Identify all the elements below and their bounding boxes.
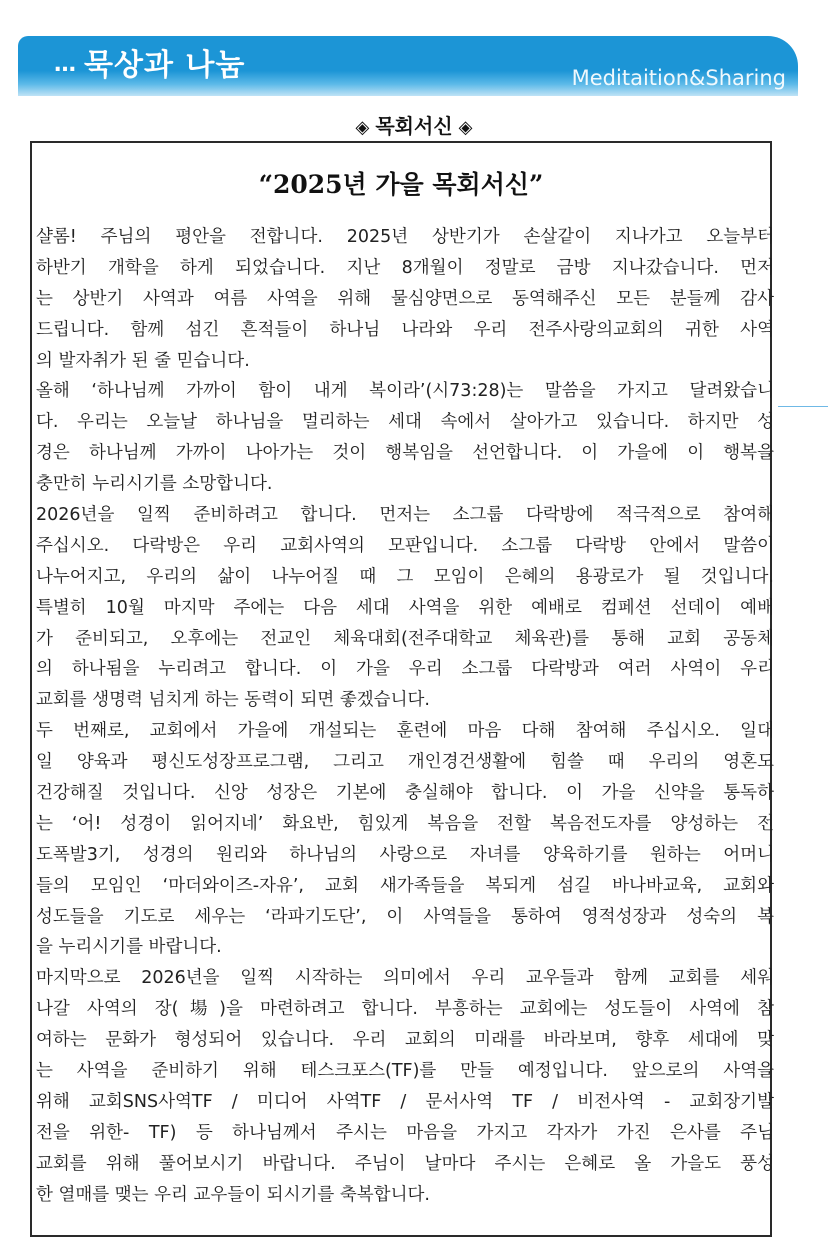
letter-title: “2025년 가을 목회서신” (258, 170, 544, 199)
body-line: 는 ‘어! 성경이 읽어지네’ 화요반, 힘있게 복음을 전할 복음전도자를 양성하는 전 (36, 813, 774, 834)
body-line: 두 번째로, 교회에서 가을에 개설되는 훈련에 마음 다해 참여해 주십시오. 일대 (36, 721, 774, 742)
margin-rule-line (778, 406, 828, 407)
body-line: 는 사역을 준비하기 위해 테스크포스(TF)를 만들 예정입니다. 앞으로의 사역을 (36, 1061, 774, 1082)
body-line: 특별히 10월 마지막 주에는 다음 세대 사역을 위한 예배로 컴페션 선데이 예배 (36, 597, 774, 618)
header-title (54, 40, 245, 84)
body-line: 마지막으로 2026년을 일찍 시작하는 의미에서 우리 교우들과 함께 교회를 세워 (36, 968, 774, 989)
body-line: 샬롬! 주님의 평안을 전합니다. 2025년 상반기가 손살같이 지나가고 오늘부터 (36, 227, 774, 247)
body-line: 올해 ‘하나님께 가까이 함이 내게 복이라’(시73:28)는 말씀을 가지고 달려왔습니 (36, 381, 774, 402)
body-line: 충만히 누리시기를 소망합니다. (36, 474, 273, 495)
body-line: 전을 위한- TF) 등 하나님께서 주시는 마음을 가지고 각자가 가진 은사를 주님 (36, 1122, 774, 1143)
body-line: 다. 우리는 오늘날 하나님을 멀리하는 세대 속에서 살아가고 있습니다. 하지만 성 (36, 412, 774, 433)
body-line: 는 상반기 사역과 여름 사역을 위해 물심양면으로 동역해주신 모든 분들께 감사 (36, 288, 774, 309)
diamond-left-icon: ◈ (355, 117, 370, 138)
body-line: 주십시오. 다락방은 우리 교회사역의 모판입니다. 소그룹 다락방 안에서 말씀이 (36, 535, 774, 556)
header-dots: … (54, 52, 78, 77)
body-line: 의 하나됨을 누리려고 합니다. 이 가을 우리 소그룹 다락방과 여러 사역이 우리 (36, 659, 774, 680)
body-line: 2026년을 일찍 준비하려고 합니다. 먼저는 소그룹 다락방에 적극적으로 참여해 (36, 505, 774, 526)
body-line: 일 양육과 평신도성장프로그램, 그리고 개인경건생활에 힘쓸 때 우리의 영혼도 (36, 752, 774, 773)
body-line: 건강해질 것입니다. 신앙 성장은 기본에 충실해야 합니다. 이 가을 신약을 통독하 (36, 783, 774, 804)
body-line: 하반기 개학을 하게 되었습니다. 지난 8개월이 정말로 금방 지나갔습니다. 먼저 (36, 257, 774, 278)
section-header-banner (18, 36, 798, 96)
body-line: 성도들을 기도로 세우는 ‘라파기도단’, 이 사역들을 통하여 영적성장과 성숙의 복 (36, 906, 774, 927)
body-line: 도폭발3기, 성경의 원리와 하나님의 사랑으로 자녀를 양육하기를 원하는 어머니 (36, 844, 774, 865)
body-line: 나갈 사역의 장(場)을 마련하려고 합니다. 부흥하는 교회에는 성도들이 사역에 참 (36, 999, 774, 1020)
letter-body (36, 222, 774, 1211)
body-line: 한 열매를 맺는 우리 교우들이 되시기를 축복합니다. (36, 1184, 430, 1205)
body-line: 경은 하나님께 가까이 나아가는 것이 행복임을 선언합니다. 이 가을에 이 행복을 (36, 443, 774, 464)
body-line: 을 누리시기를 바랍니다. (36, 937, 222, 958)
body-line: 여하는 문화가 형성되어 있습니다. 우리 교회의 미래를 바라보며, 향후 세대에 맞 (36, 1030, 774, 1051)
header-subtitle: Meditaition&Sharing (571, 66, 786, 90)
diamond-right-icon: ◈ (458, 117, 473, 138)
body-line: 교회를 위해 풀어보시기 바랍니다. 주님이 날마다 주시는 은혜로 올 가을도 풍성 (36, 1153, 774, 1174)
body-line: 들의 모임인 ‘마더와이즈-자유’, 교회 새가족들을 복되게 섬길 바나바교육, 교회와 (36, 875, 774, 896)
section-label-text: 목회서신 (375, 114, 453, 138)
body-line: 나누어지고, 우리의 삶이 나누어질 때 그 모임이 은혜의 용광로가 될 것입니다. (36, 566, 774, 587)
body-line: 가 준비되고, 오후에는 전교인 체육대회(전주대학교 체육관)를 통해 교회 공동체 (36, 628, 774, 649)
body-line: 위해 교회SNS사역TF / 미디어 사역TF / 문서사역 TF / 비전사역 - 교회장기발 (36, 1091, 774, 1112)
body-line: 드립니다. 함께 섬긴 흔적들이 하나님 나라와 우리 전주사랑의교회의 귀한 사역 (36, 319, 774, 340)
body-line: 의 발자취가 된 줄 믿습니다. (36, 350, 250, 371)
header-title-text: 묵상과 나눔 (84, 48, 246, 83)
body-line: 교회를 생명력 넘치게 하는 동력이 되면 좋겠습니다. (36, 690, 430, 711)
section-label (0, 110, 828, 139)
